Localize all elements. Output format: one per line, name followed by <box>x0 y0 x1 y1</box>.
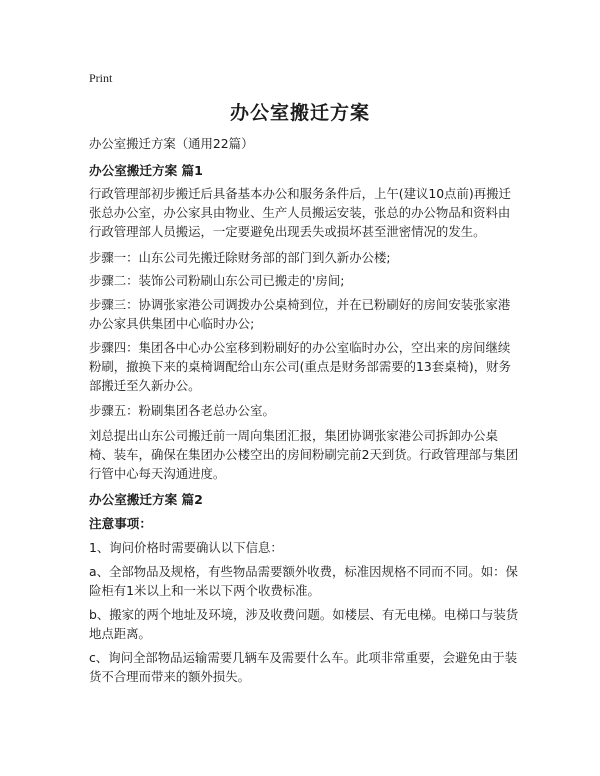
document-subtitle: 办公室搬迁方案（通用22篇） <box>89 136 254 151</box>
paragraph-step-3: 步骤三：协调张家港公司调拨办公桌椅到位，并在已粉刷好的房间安装张家港办公家具供集团中心临时办公; <box>89 297 511 331</box>
paragraph-step-4: 步骤四：集团各中心办公室移到粉刷好的办公室临时办公，空出来的房间继续粉刷，撤换下来的桌椅调配给山东公司(重点是财务部需要的13套桌椅)，财务部搬迁至久新办公。 <box>89 340 511 393</box>
notes-heading: 注意事项： <box>89 516 152 531</box>
paragraph-step-5: 步骤五：粉刷集团各老总办公室。 <box>89 403 275 418</box>
section-heading-2: 办公室搬迁方案 篇2 <box>89 492 203 507</box>
paragraph-step-1: 步骤一：山东公司先搬迁除财务部的部门到久新办公楼; <box>89 250 391 265</box>
paragraph-intro: 行政管理部初步搬迁后具备基本办公和服务条件后，上午(建议10点前)再搬迁张总办公室，办公家具由物业、生产人员搬运安装，张总的办公物品和资料由行政管理部人员搬运，一定要避免出现丢失或损坏甚至泄密情况的发生。 <box>89 186 511 239</box>
list-item-c: c、询问全部物品运输需要几辆车及需要什么车。此项非常重要，会避免由于装货不合理而带来的额外损失。 <box>89 650 518 684</box>
list-item-1: 1、询问价格时需要确认以下信息： <box>89 540 283 555</box>
paragraph-step-2: 步骤二：装饰公司粉刷山东公司已搬走的'房间; <box>89 273 345 288</box>
list-item-a: a、全部物品及规格，有些物品需要额外收费，标准因规格不同而不同。如：保险柜有1米以上和一米以下两个收费标准。 <box>89 564 518 598</box>
document-title: 办公室搬迁方案 <box>229 102 370 124</box>
print-label: Print <box>89 71 113 85</box>
list-item-b: b、搬家的两个地址及环境，涉及收费问题。如楼层、有无电梯。电梯口与装货地点距离。 <box>89 607 519 641</box>
section-heading-1: 办公室搬迁方案 篇1 <box>89 163 203 178</box>
paragraph-closing: 刘总提出山东公司搬迁前一周向集团汇报，集团协调张家港公司拆卸办公桌椅、装车，确保在集团办公楼空出的房间粉刷完前2天到货。行政管理部与集团行管中心每天沟通进度。 <box>89 428 519 481</box>
